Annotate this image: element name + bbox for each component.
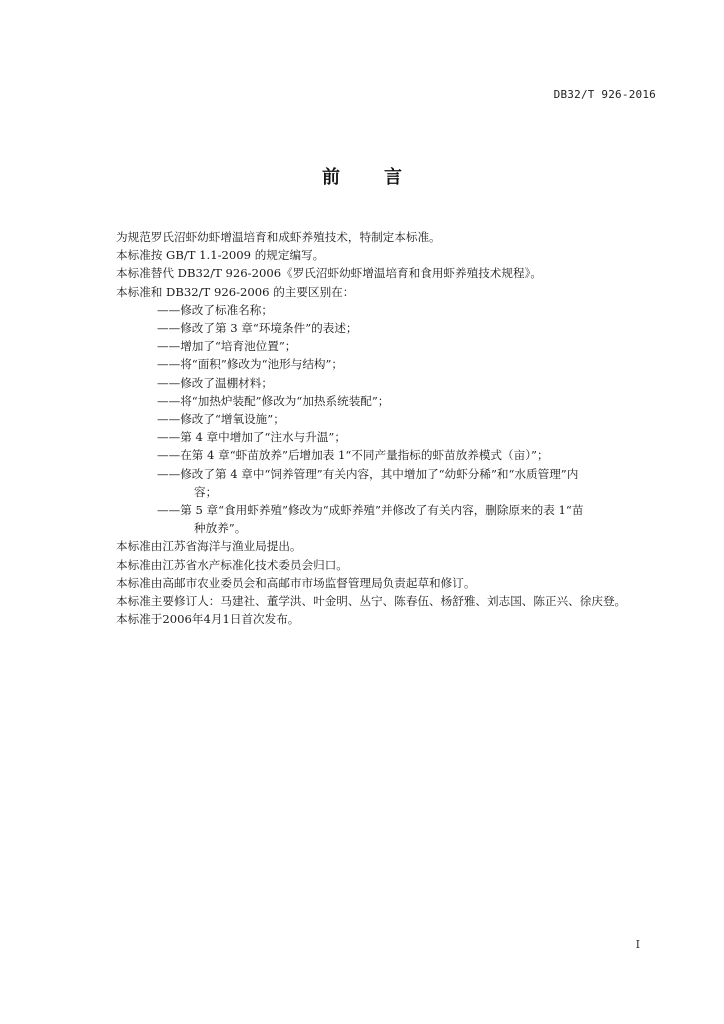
change-item: ——修改了“增氧设施”；: [157, 412, 285, 427]
paragraph-revisers: 本标准主要修订人：马建社、董学洪、叶金明、丛宁、陈春伍、杨舒雅、刘志国、陈正兴、徐庆登。: [116, 594, 627, 609]
change-item: ——将“加热炉装配”修改为“加热系统装配”；: [157, 393, 390, 408]
change-item: ——增加了“培育池位置”；: [157, 339, 297, 354]
title-char-1: 前: [322, 167, 340, 188]
paragraph-drafting-rules: 本标准按 GB/T 1.1-2009 的规定编写。: [116, 248, 325, 263]
paragraph-replaces: 本标准替代 DB32/T 926-2006《罗氏沼虾幼虾增温培育和食用虾养殖技术规程》。: [116, 266, 542, 281]
change-item-continuation: 容；: [194, 484, 218, 499]
paragraph-differences-intro: 本标准和 DB32/T 926-2006 的主要区别在：: [116, 284, 355, 299]
foreword-body: [116, 228, 661, 628]
change-item: ——修改了标准名称；: [157, 302, 273, 317]
change-item: ——第 4 章中增加了“注水与升温”；: [157, 430, 346, 445]
change-item: ——将“面积”修改为“池形与结构”；: [157, 357, 344, 372]
change-item-continuation: 种放养”。: [194, 521, 247, 536]
document-code: DB32/T 926-2016: [553, 88, 656, 101]
paragraph-drafted-by: 本标准由高邮市农业委员会和高邮市市场监督管理局负责起草和修订。: [116, 575, 476, 590]
change-item: ——修改了第 3 章“环境条件”的表述；: [157, 321, 358, 336]
change-item-line: ——修改了第 4 章中“饲养管理”有关内容，其中增加了“幼虾分稀”和“水质管理”内: [157, 466, 579, 481]
change-item-line: ——第 5 章“食用虾养殖”修改为“成虾养殖”并修改了有关内容，删除原来的表 1“苗: [157, 503, 584, 518]
paragraph-proposer: 本标准由江苏省海洋与渔业局提出。: [116, 539, 302, 554]
title-char-2: 言: [384, 167, 402, 188]
change-item: ——修改了温棚材料；: [157, 375, 273, 390]
paragraph-centralized-by: 本标准由江苏省水产标准化技术委员会归口。: [116, 557, 348, 572]
change-item: ——在第 4 章“虾苗放养”后增加表 1“不同产量指标的虾苗放养模式（亩）”；: [157, 448, 549, 463]
page-title: [0, 163, 724, 189]
page-number: I: [635, 938, 640, 951]
paragraph-first-release: 本标准于2006年4月1日首次发布。: [116, 612, 300, 627]
paragraph-purpose: 为规范罗氏沼虾幼虾增温培育和成虾养殖技术，特制定本标准。: [116, 230, 441, 244]
